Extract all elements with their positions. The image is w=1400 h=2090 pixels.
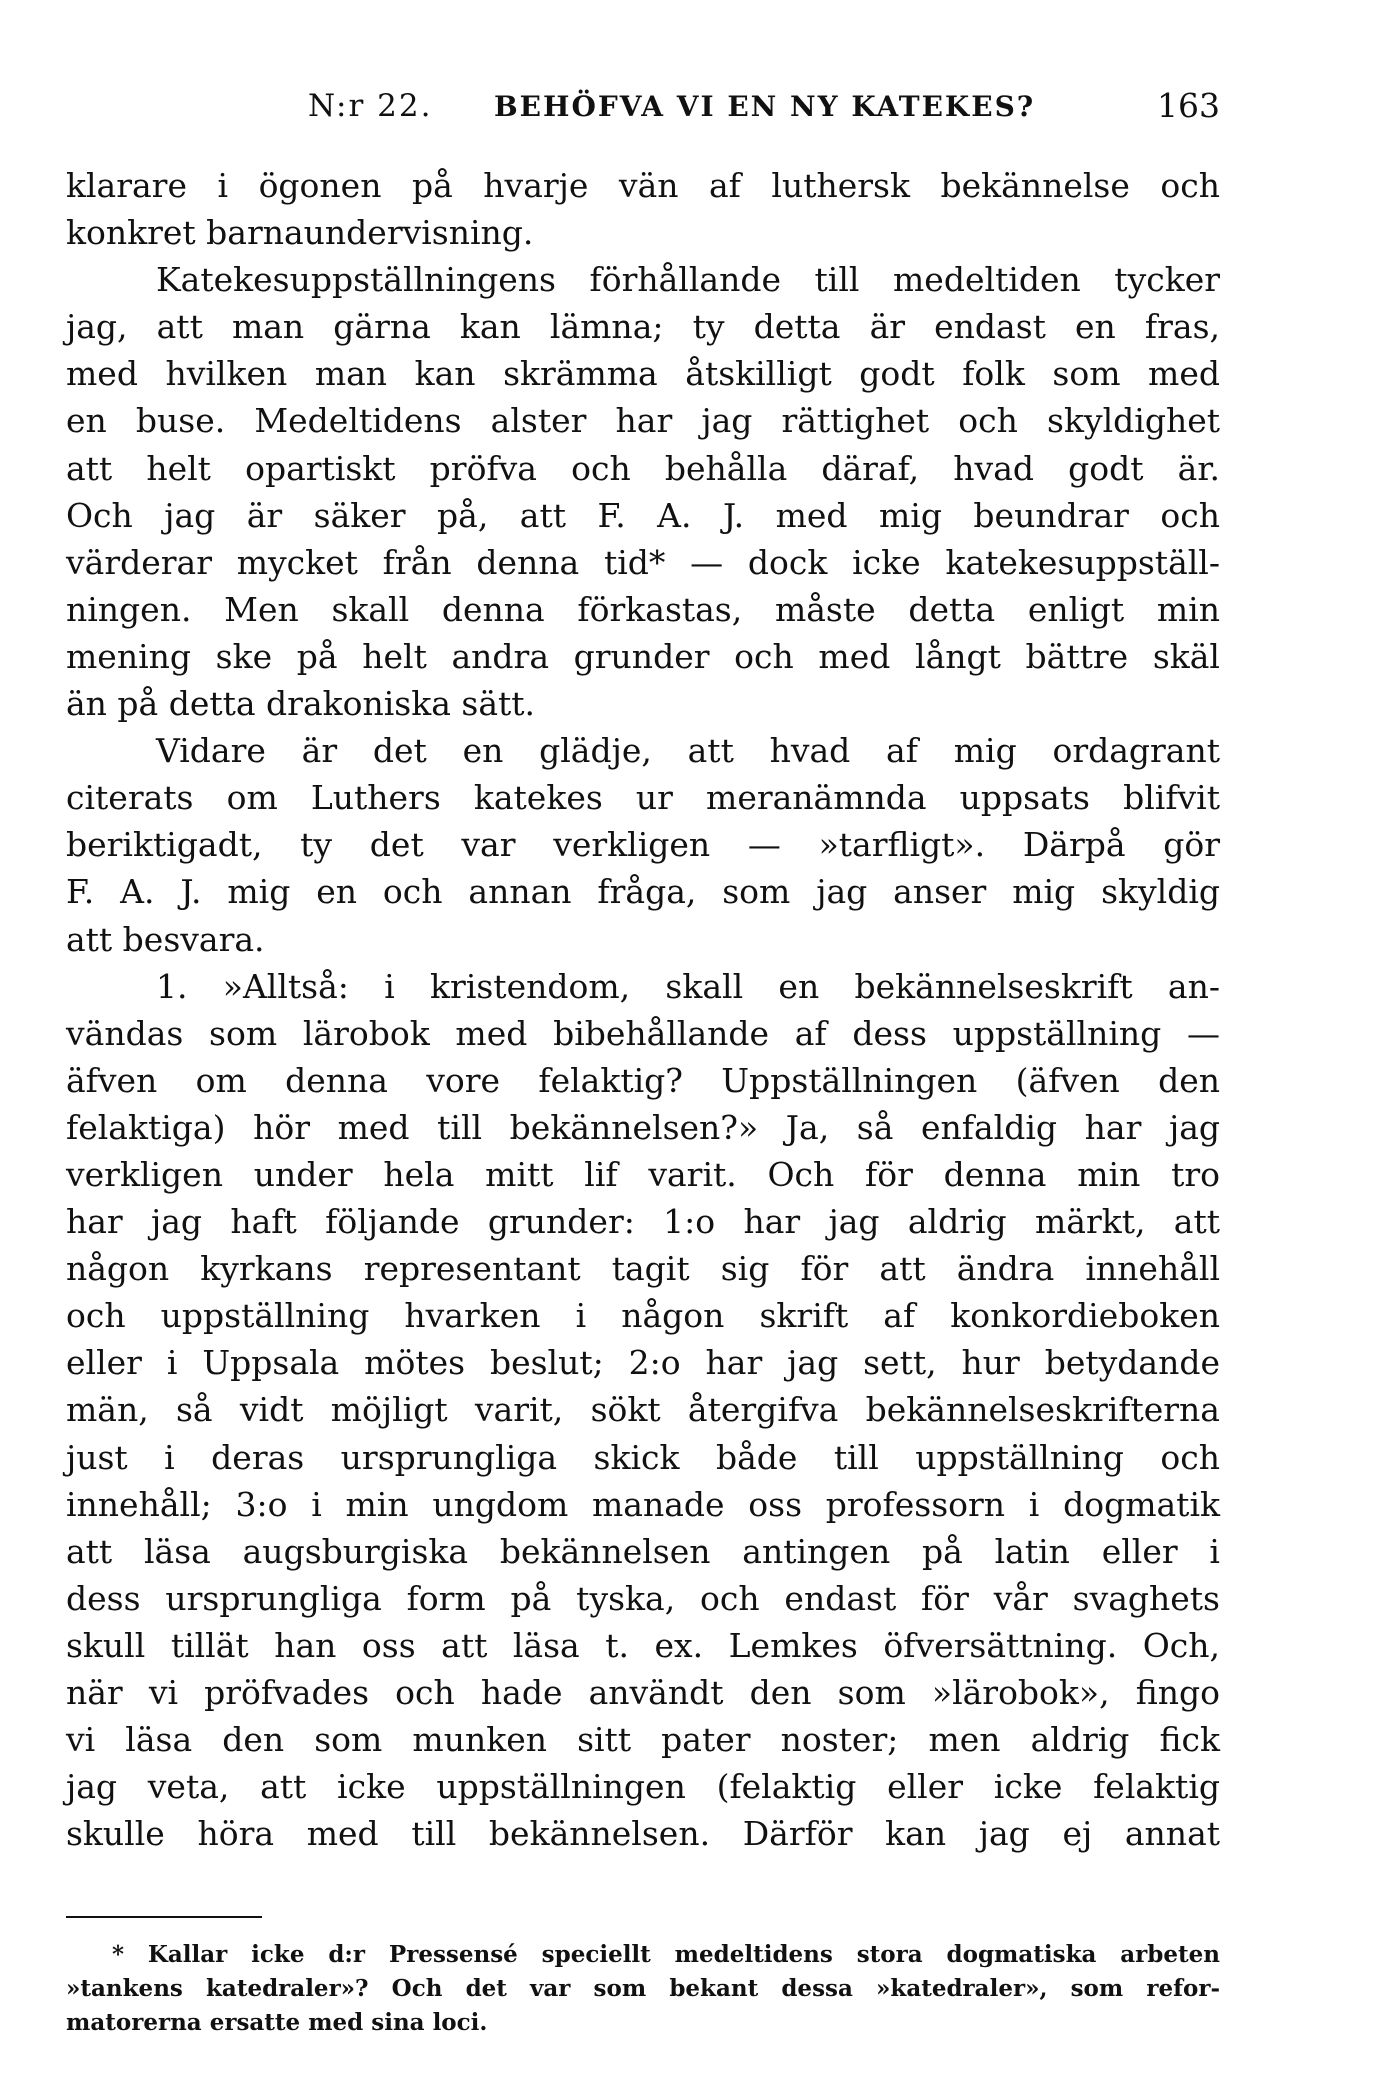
footnote [66, 1938, 1220, 2040]
issue-number: N:r 22. [308, 88, 433, 124]
footnote-line: matorerna ersatte med sina loci. [66, 2009, 488, 2036]
text-line: Vidare är det en glädje, att hvad af mig ordagrant [156, 731, 1220, 771]
text-line: än på detta drakoniska sätt. [66, 684, 536, 724]
text-line: citerats om Luthers katekes ur meranämnda uppsats blifvit [66, 778, 1220, 818]
footnote-line: »tankens katedraler»? Och det var som bekant dessa »katedraler», som refor- [66, 1975, 1220, 2002]
text-line: ningen. Men skall denna förkastas, måste detta enligt min [66, 589, 1220, 629]
text-line: Och jag är säker på, att F. A. J. med mig beundrar och [66, 495, 1220, 535]
text-line: Katekesuppställningens förhållande till medeltiden tycker [156, 260, 1220, 300]
text-line: jag veta, att icke uppställningen (felaktig eller icke felaktig [66, 1767, 1220, 1807]
text-line: 1. »Alltså: i kristendom, skall en bekännelseskrift an- [156, 966, 1220, 1006]
page-number: 163 [1157, 86, 1220, 125]
text-line: män, så vidt möjligt varit, sökt återgifva bekännelseskrifterna [66, 1390, 1220, 1430]
footnote-rule [66, 1916, 262, 1918]
text-line: jag, att man gärna kan lämna; ty detta är endast en fras, [66, 307, 1220, 347]
text-line: att besvara. [66, 919, 265, 959]
text-line: äfven om denna vore felaktig? Uppställningen (äfven den [66, 1060, 1220, 1100]
text-line: en buse. Medeltidens alster har jag rättighet och skyldighet [66, 401, 1220, 441]
text-line: klarare i ögonen på hvarje vän af luthersk bekännelse och [66, 166, 1220, 205]
text-line: skull tillät han oss att läsa t. ex. Lemkes öfversättning. Och, [66, 1625, 1220, 1665]
text-line: skulle höra med till bekännelsen. Därför kan jag ej annat [66, 1814, 1220, 1854]
text-line: beriktigadt, ty det var verkligen — »tarfligt». Därpå gör [66, 825, 1220, 865]
text-line: just i deras ursprungliga skick både till uppställning och [66, 1437, 1220, 1477]
running-header [66, 86, 1220, 136]
text-line: värderar mycket från denna tid* — dock icke katekesuppställ- [66, 542, 1220, 582]
text-line: någon kyrkans representant tagit sig för att ändra innehåll [66, 1249, 1220, 1289]
text-line: verkligen under hela mitt lif varit. Och för denna min tro [66, 1154, 1220, 1194]
footnote-line: * Kallar icke d:r Pressensé speciellt medeltidens stora dogmatiska arbeten [112, 1941, 1220, 1968]
text-line: innehåll; 3:o i min ungdom manade oss professorn i dogmatik [66, 1484, 1220, 1524]
text-line: konkret barnaundervisning. [66, 213, 534, 253]
text-line: eller i Uppsala mötes beslut; 2:o har jag sett, hur betydande [66, 1343, 1220, 1383]
text-line: när vi pröfvades och hade användt den som »lärobok», fingo [66, 1673, 1220, 1712]
text-line: dess ursprungliga form på tyska, och endast för vår svaghets [66, 1578, 1220, 1618]
text-line: har jag haft följande grunder: 1:o har jag aldrig märkt, att [66, 1202, 1220, 1242]
text-line: vändas som lärobok med bibehållande af dess uppställning — [66, 1013, 1220, 1053]
text-line: att läsa augsburgiska bekännelsen antingen på latin eller i [66, 1531, 1220, 1571]
text-line: att helt opartiskt pröfva och behålla däraf, hvad godt är. [66, 448, 1220, 488]
text-line: och uppställning hvarken i någon skrift af konkordieboken [66, 1296, 1220, 1336]
text-line: F. A. J. mig en och annan fråga, som jag anser mig skyldig [66, 872, 1220, 912]
body-text [66, 162, 1220, 1857]
text-line: vi läsa den som munken sitt pater noster; men aldrig fick [66, 1720, 1220, 1760]
running-title: BEHÖFVA VI EN NY KATEKES? [494, 90, 1036, 123]
text-line: felaktiga) hör med till bekännelsen?» Ja, så enfaldig har jag [66, 1107, 1220, 1147]
text-line: med hvilken man kan skrämma åtskilligt godt folk som med [66, 354, 1220, 394]
text-line: mening ske på helt andra grunder och med långt bättre skäl [66, 636, 1220, 676]
